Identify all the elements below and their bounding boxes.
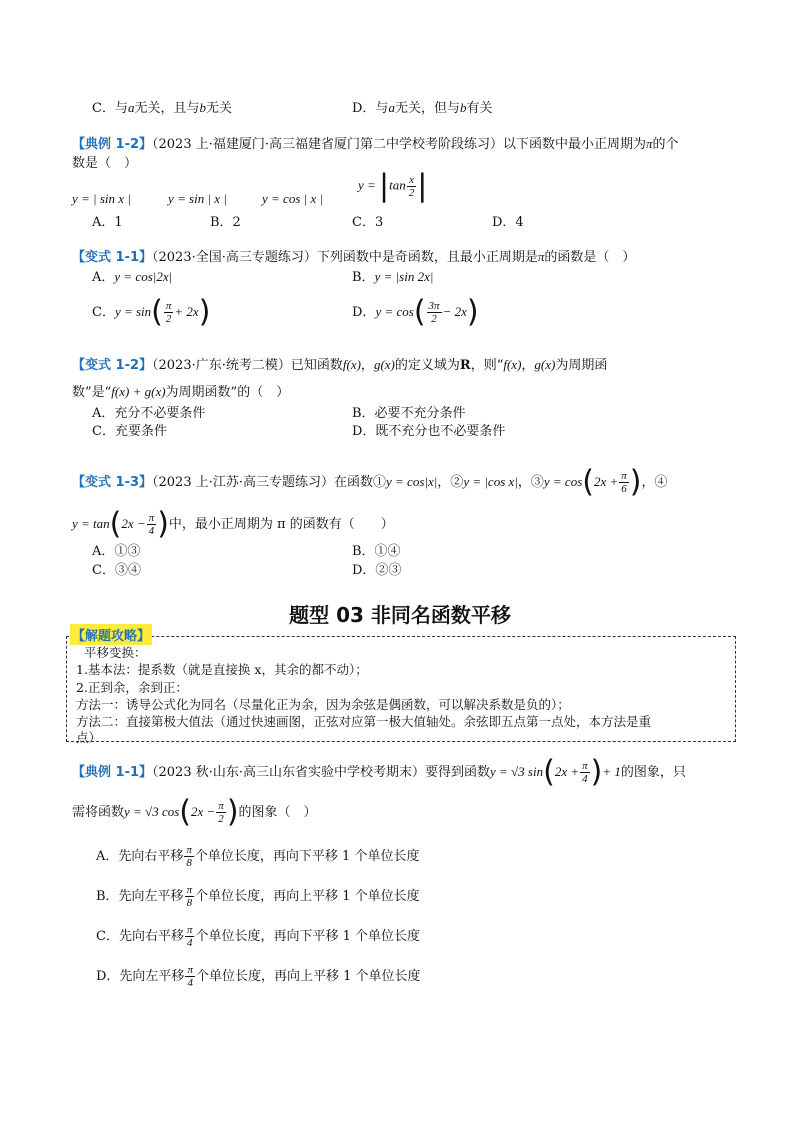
variant-1-3-option-b: B．①④ [352,544,401,559]
example-1-2-func-2: y = sin | x | [168,191,227,206]
example-1-1-option-b: B．先向左平移 $\frac{\pi}{8}$ 个单位长度，再向上平移 1 个单位长度 [96,884,420,909]
prev-option-c: C．与a无关，且与b无关 [92,100,232,116]
strategy-line-3: 2.正到余，余到正： [76,680,188,695]
variant-1-3-option-c: C．③④ [92,563,141,578]
strategy-line-5: 方法二：直接第极大值法（通过快速画图，正弦对应第一极大值轴处。余弦即五点第一点处，本方法是重 [76,714,652,729]
variant-1-1-option-d: D．y = cos( $\frac{3\pi}{2}$ − 2x) [352,294,479,330]
example-1-1-option-c: C．先向右平移 $\frac{\pi}{4}$ 个单位长度，再向下平移 1 个单位长度 [96,924,421,949]
strategy-line-2: 1.基本法：提系数（就是直接换 x，其余的都不动）； [76,662,368,677]
section-title: 题型 03 非同名函数平移 [289,603,511,627]
example-1-2-stem-line2: 数是（ ） [72,156,138,171]
variant-1-2-stem-line1: 【变式 1-2】（2023·广东·统考二模）已知函数f(x)，g(x)的定义域为R，则“f(x)，g(x)为周期函 [72,357,608,373]
variant-1-3-stem-line2: y = tan(2x − $\frac{\pi}{4}$ )中，最小正周期为 π 的函数有（ ） [72,506,394,542]
example-1-2-func-4: y = |tan $\frac{x}{2}$ | [358,168,428,204]
example-1-1-option-d: D．先向左平移 $\frac{\pi}{4}$ 个单位长度，再向上平移 1 个单位长度 [96,964,421,989]
variant-1-2-option-c: C．充要条件 [92,424,167,439]
variant-1-1-option-a: A．y = cos|2x| [92,269,173,285]
strategy-line-4: 方法一：诱导公式化为同名（尽量化正为余，因为余弦是偶函数，可以解决系数是负的）； [76,697,570,712]
example-1-1-stem-line2: 需将函数y = √3 cos(2x − $\frac{\pi}{2}$ )的图象（ ） [72,794,317,830]
example-1-2-func-1: y = | sin x | [72,191,131,206]
variant-1-2-option-a: A．充分不必要条件 [92,406,206,421]
variant-1-1-option-c: C．y = sin( $\frac{\pi}{2}$ + 2x) [92,294,211,330]
example-1-1-option-a: A．先向右平移 $\frac{\pi}{8}$ 个单位长度，再向下平移 1 个单位长度 [96,844,420,869]
variant-1-3-option-d: D．②③ [352,563,402,578]
strategy-badge: 【解题攻略】 [70,624,152,645]
strategy-line-6: 点） [76,730,102,745]
variant-1-3-option-a: A．①③ [92,544,141,559]
strategy-line-1: 平移变换： [84,645,147,660]
example-1-2-option-c: C．3 [352,215,384,230]
variant-1-3-stem-line1: 【变式 1-3】（2023 上·江苏·高三专题练习）在函数①y = cos|x|，②y = |cos x|，③y = cos(2x + $\frac{\pi}{6}$ )，④ [72,464,668,500]
example-1-1-stem-line1: 【典例 1-1】（2023 秋·山东·高三山东省实验中学校考期末）要得到函数y = √3 sin(2x + $\frac{\pi}{4}$ )+ 1的图象，只 [72,754,686,790]
example-1-2-func-3: y = cos | x | [262,191,324,206]
variant-1-1-stem: 【变式 1-1】（2023·全国·高三专题练习）下列函数中是奇函数，且最小正周期是π的函数是（ ） [72,249,636,265]
variant-1-2-stem-line2: 数”是“f(x) + g(x)为周期函数”的（ ） [72,384,290,400]
example-1-2-option-a: A．1 [92,215,123,230]
variant-1-2-option-b: B．必要不充分条件 [352,406,466,421]
example-1-2-option-d: D．4 [492,215,524,230]
example-1-2-option-b: B．2 [210,215,241,230]
variant-1-2-option-d: D．既不充分也不必要条件 [352,424,506,439]
prev-option-d: D．与a无关，但与b有关 [352,100,493,116]
variant-1-1-option-b: B．y = |sin 2x| [352,269,434,285]
example-1-2-stem-line1: 【典例 1-2】（2023 上·福建厦门·高三福建省厦门第二中学校考阶段练习）以下函数中最小正周期为π的个 [72,136,679,152]
